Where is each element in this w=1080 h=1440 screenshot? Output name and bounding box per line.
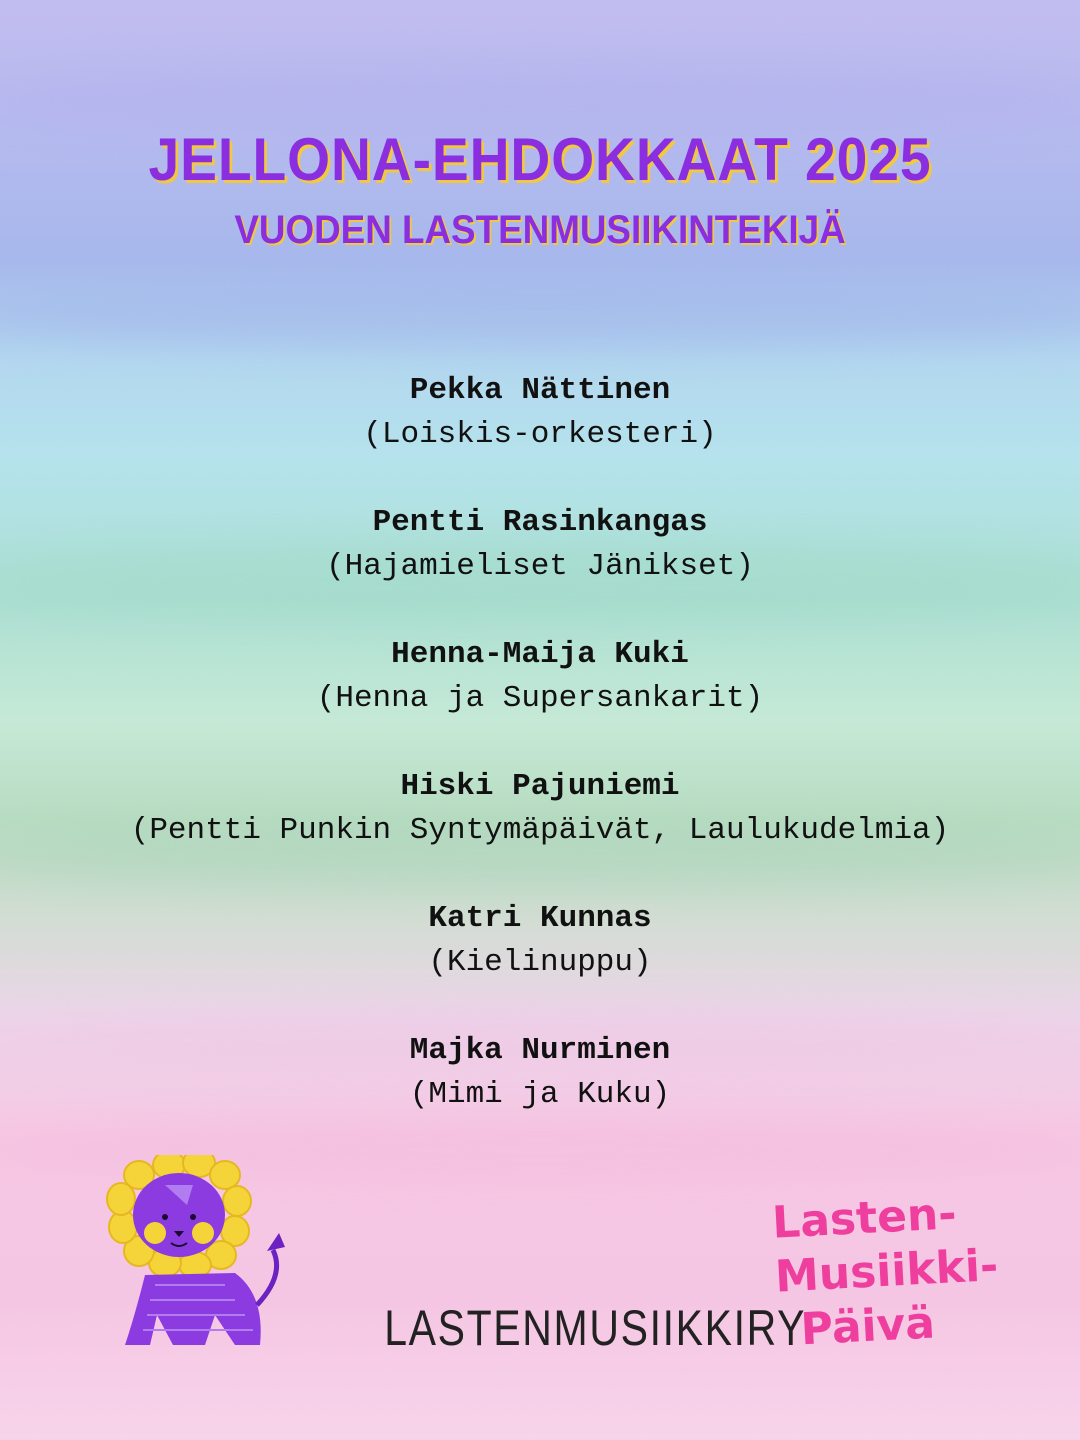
nominee-item — [0, 368, 1080, 500]
nominee-item — [0, 764, 1080, 896]
lastenmusiikkipaiva-logo — [770, 1187, 1000, 1358]
nominee-list — [0, 368, 1080, 1160]
nominee-item — [0, 1028, 1080, 1160]
nominee-name: Majka Nurminen — [409, 1033, 671, 1068]
nominee-name: Henna-Maija Kuki — [391, 637, 689, 672]
nominee-group: (Mimi ja Kuku) — [409, 1077, 671, 1112]
nominee-name: Pentti Rasinkangas — [372, 505, 708, 540]
nominee-group: (Hajamieliset Jänikset) — [326, 549, 754, 584]
page-header — [0, 118, 1080, 258]
nominee-group: (Kielinuppu) — [428, 945, 652, 980]
watercolor-band — [0, 280, 1080, 350]
nominee-group: (Pentti Punkin Syntymäpäivät, Laulukudelmia) — [130, 813, 950, 848]
nominee-group: (Henna ja Supersankarit) — [316, 681, 764, 716]
nominee-item — [0, 632, 1080, 764]
brand-logo-line: Päivä — [799, 1297, 937, 1356]
lion-mascot-icon — [95, 1155, 295, 1365]
brand-logo-line: Lasten- — [770, 1188, 958, 1249]
nominee-group: (Loiskis-orkesteri) — [363, 417, 717, 452]
page-title: JELLONA-EHDOKKAAT 2025 — [148, 126, 932, 193]
nominee-item — [0, 500, 1080, 632]
nominee-name: Pekka Nättinen — [409, 373, 671, 408]
brand-logo-line: Musiikki- — [773, 1240, 1000, 1303]
lastenmusiikkiry-logo: LASTENMUSIIKKIRY — [384, 1300, 807, 1356]
nominee-name: Hiski Pajuniemi — [400, 769, 680, 804]
nominee-item — [0, 896, 1080, 1028]
nominee-name: Katri Kunnas — [428, 901, 652, 936]
page-subtitle: VUODEN LASTENMUSIIKINTEKIJÄ — [234, 208, 846, 252]
